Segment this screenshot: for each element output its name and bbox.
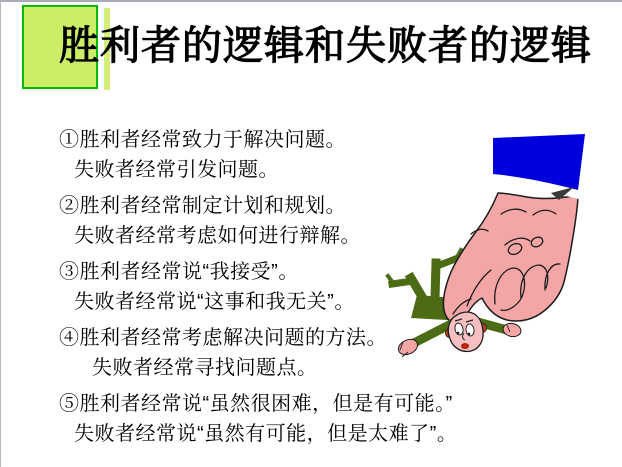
body-line-2-loser: 失败者经常考虑如何进行辩解。: [74, 225, 361, 247]
body-line-4-loser: 失败者经常寻找问题点。: [92, 357, 318, 379]
slide-title: 胜利者的逻辑和失败者的逻辑: [59, 24, 592, 68]
big-hand: [443, 193, 578, 323]
body-line-2-winner: ②胜利者经常制定计划和规划。: [59, 195, 346, 217]
hand-pinching-person-illustration: [384, 128, 622, 373]
body-line-1-winner: ①胜利者经常致力于解决问题。: [59, 129, 346, 151]
body-line-3-winner: ③胜利者经常说“我接受”。: [59, 261, 299, 283]
body-line-5-winner: ⑤胜利者经常说“虽然很困难，但是有可能。”: [59, 393, 453, 415]
body-line-3-loser: 失败者经常说“这事和我无关”。: [74, 291, 355, 313]
body-line-4-winner: ④胜利者经常考虑解决问题的方法。: [59, 327, 387, 349]
body-line-1-loser: 失败者经常引发问题。: [74, 159, 279, 181]
body-line-5-loser: 失败者经常说“虽然有可能，但是太难了”。: [74, 423, 458, 445]
